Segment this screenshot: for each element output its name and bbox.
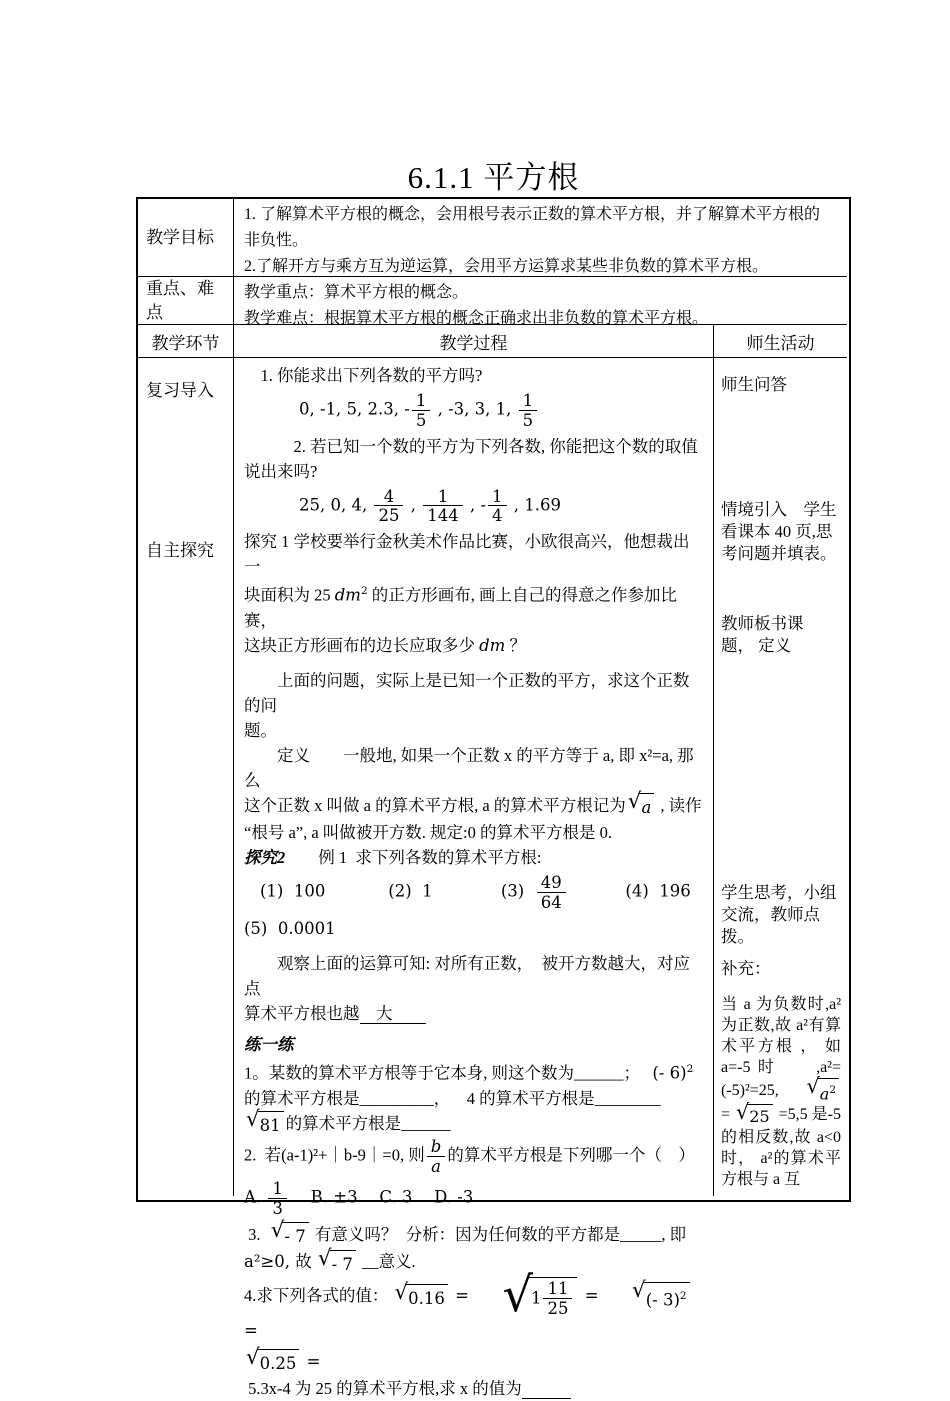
fraction: $\frac{11}{25}$ (543, 1280, 572, 1318)
key-points-line-1: 教学重点：算术平方根的概念。 (244, 284, 469, 301)
objectives-line-3: 2.了解开方与乘方互为逆运算，会用平方运算求某些非负数的算术平方根。 (244, 258, 769, 275)
text-segment: 0.25 (259, 1354, 297, 1374)
text-segment: 题。 (244, 720, 277, 740)
text-segment: 5.3x-4 为 25 的算术平方根,求 x 的值为 (244, 1379, 522, 1399)
text-segment: (- 3) (645, 1290, 680, 1310)
activity-intro: 情境引入 学生看课本 40 页,思考问题并填表。 (721, 500, 837, 563)
activity-supplement-title: 补充： (721, 959, 771, 978)
fraction: $\frac{1}{5}$ (412, 392, 431, 430)
text-segment: 3. (244, 1224, 269, 1244)
text-segment: = (579, 1286, 631, 1306)
square-root-radical (246, 1345, 299, 1376)
header-process: 教学过程 (439, 333, 508, 353)
key-points-cell (234, 277, 847, 325)
text-segment: 当 a 为负数时,a²为正数,故 a²有算术平方根 ， 如 a=-5 时 ,a²=(-5)²=25, (721, 996, 841, 1099)
text-segment: 块面积为 25 (244, 585, 335, 605)
square-root-radical (394, 1279, 448, 1311)
text-segment: , -3, 3, 1, (432, 399, 517, 419)
text-segment: dm (479, 635, 506, 655)
text-segment: (4) 196 (567, 882, 691, 902)
text-segment: = (721, 1106, 735, 1124)
text-segment: B. ±3 C. 3 D. -3 (288, 1187, 474, 1207)
text-segment: 81 (259, 1116, 281, 1136)
process-line (244, 718, 705, 743)
text-segment: 的算术平方根是______ (285, 1113, 451, 1133)
fraction: $\frac{1}{144}$ (423, 488, 463, 526)
text-segment: 故 (295, 1252, 316, 1272)
text-segment: A. (244, 1187, 267, 1207)
text-segment: 定义 一般地, 如果一个正数 x 的平方等于 a, 即 x²=a, 那么 (244, 745, 694, 790)
text-segment: , - (464, 495, 487, 515)
text-segment: (- 6) (652, 1063, 687, 1083)
header-activity-cell (714, 325, 847, 358)
objectives-line-2: 非负性。 (244, 232, 309, 249)
stage-review: 复习导入 (146, 381, 214, 400)
text-segment: a²≥0, (244, 1252, 296, 1272)
key-points-label-cell (138, 277, 234, 325)
process-line (299, 392, 705, 430)
radical-sign: √ (394, 1279, 409, 1305)
fraction: $\frac{b}{a}$ (427, 1138, 446, 1176)
text-segment: a (641, 798, 652, 818)
radical-sign: √ (806, 1074, 820, 1098)
blank-underline: 大 (359, 1004, 426, 1024)
text-segment: 0.16 (408, 1288, 445, 1308)
text-segment: = (449, 1286, 501, 1306)
process-line (244, 658, 705, 668)
text-segment: 探究2 (244, 848, 286, 868)
text-segment: 观察上面的运算可知: 对所有正数， 被开方数越大，对应点 (244, 954, 690, 999)
process-line (244, 916, 705, 941)
text-segment: 0, -1, 5, 2.3, - (299, 399, 410, 419)
text-segment: dm (334, 585, 361, 605)
fraction: $\frac{1}{5}$ (519, 392, 538, 430)
objectives-cell (234, 199, 847, 277)
process-line (244, 529, 705, 579)
square-root-radical (632, 1278, 690, 1313)
text-segment: 4.求下列各式的值： (244, 1286, 393, 1306)
text-segment: - 7 (331, 1255, 353, 1274)
text-segment: =5,5 是-5 的相反数,故 a<0 时， a²的算术平方根与 a 互 (721, 1106, 842, 1189)
activity-qa: 师生问答 (721, 375, 787, 394)
process-line (244, 1268, 705, 1343)
key-points-label: 重点、难点 (146, 278, 214, 322)
process-line (244, 459, 705, 484)
text-segment: ？ (505, 635, 526, 655)
square-root-radical (806, 1074, 840, 1104)
radical-sign: √ (736, 1100, 750, 1125)
radical-sign: √ (627, 789, 642, 815)
process-line (244, 1246, 705, 1277)
stage-explore: 自主探究 (146, 541, 214, 560)
fraction: $\frac{49}{64}$ (537, 874, 566, 912)
text-segment: 上面的问题，实际上是已知一个正数的平方，求这个正数的问 (244, 670, 690, 715)
square-root-radical (502, 1268, 577, 1323)
process-line (244, 668, 705, 718)
process-line (244, 434, 705, 459)
text-segment: “根号 a”, a 叫做被开方数. 规定:0 的算术平方根是 0. (244, 823, 613, 843)
stage-cell (138, 358, 234, 1196)
text-segment: 的算术平方根是_________， 4 的算术平方根是________ (244, 1088, 661, 1108)
text-segment: 25 (749, 1107, 770, 1127)
process-line (244, 633, 705, 658)
superscript: 2 (679, 1290, 687, 1303)
process-line (244, 1138, 705, 1176)
text-segment: - 7 (284, 1227, 306, 1247)
header-stage: 教学环节 (151, 333, 220, 353)
fraction: $\frac{1}{4}$ (488, 488, 507, 526)
key-points-line-2: 教学难点：根据算术平方根的概念正确求出非负数的算术平方根。 (244, 310, 709, 327)
objectives-label: 教学目标 (146, 227, 214, 247)
process-line (244, 941, 705, 951)
process-line (244, 579, 705, 633)
text-segment: , 读作 (656, 795, 702, 815)
header-activity: 师生活动 (746, 333, 815, 353)
header-process-cell (234, 325, 714, 358)
radical-sign: √ (270, 1218, 285, 1244)
text-segment: (5) 0.0001 (244, 919, 336, 939)
process-line (244, 789, 705, 821)
process-line (244, 1057, 705, 1086)
text-segment: , 1.69 (508, 495, 562, 515)
process-line (244, 1107, 705, 1139)
blank-underline (522, 1379, 572, 1399)
process-line (244, 1345, 705, 1377)
process-line (244, 1086, 705, 1111)
square-root-radical (736, 1100, 773, 1127)
objectives-line-1: 1. 了解算术平方根的概念，会用根号表示正数的算术平方根，并了解算术平方根的 (244, 206, 821, 223)
radical-sign: √ (246, 1107, 260, 1133)
process-line (244, 363, 705, 388)
text-segment: 例 1 求下列各数的算术平方根: (285, 848, 542, 868)
fraction: $\frac{1}{3}$ (268, 1180, 287, 1218)
superscript: 2 (360, 585, 368, 598)
process-line (244, 1032, 705, 1057)
text-segment: 1. 你能求出下列各数的平方吗? (244, 366, 483, 385)
process-line (244, 1376, 705, 1401)
text-segment: 1。某数的算术平方根等于它本身, 则这个数为______； (244, 1063, 653, 1083)
process-cell (234, 358, 714, 1399)
objectives-label-cell (138, 199, 234, 277)
text-segment: (1) 100 (2) 1 (3) (260, 882, 535, 902)
fraction: $\frac{4}{25}$ (374, 488, 403, 526)
radical-sign: √ (317, 1246, 332, 1271)
text-segment: 这个正数 x 叫做 a 的算术平方根, a 的算术平方根记为 (244, 795, 626, 815)
process-line (244, 1001, 705, 1026)
process-line (260, 874, 705, 912)
activity-board: 教师板书课题， 定义 (721, 614, 804, 655)
radical-sign: √ (246, 1345, 260, 1371)
text-segment: 算术平方根也越 (244, 1004, 360, 1024)
process-line (244, 820, 705, 845)
text-segment: a (819, 1084, 830, 1104)
text-segment: 有意义吗？ 分析：因为任何数的平方都是_____, 即 (310, 1224, 687, 1244)
page-title: 6.1.1 平方根 (407, 160, 580, 195)
text-segment: , (405, 495, 422, 515)
process-line (244, 1180, 705, 1218)
lesson-plan-table (136, 197, 851, 1399)
text-segment: 1 (530, 1288, 542, 1308)
text-segment: 练一练 (244, 1035, 294, 1055)
square-root-radical (317, 1246, 356, 1277)
superscript: 2 (829, 1084, 836, 1096)
text-segment: __意义. (357, 1252, 416, 1272)
text-segment: 的算术平方根是下列哪一个（ ） (447, 1145, 695, 1165)
text-segment: 2. 若已知一个数的平方为下列各数, 你能把这个数的取值 (244, 436, 698, 456)
header-stage-cell (138, 325, 234, 358)
text-segment: 说出来吗? (244, 461, 318, 481)
square-root-radical (627, 789, 655, 820)
square-root-radical (270, 1218, 309, 1249)
activity-think: 学生思考，小组交流，教师点拨。 (721, 883, 837, 946)
process-line (244, 743, 705, 793)
process-line (244, 951, 705, 1001)
superscript: 2 (686, 1063, 694, 1076)
text-segment: 这块正方形画布的边长应取多少 (244, 635, 480, 655)
process-line (244, 845, 705, 870)
radical-sign: √ (632, 1278, 646, 1304)
radical-sign: √ (502, 1268, 533, 1323)
text-segment: 25, 0, 4, (299, 495, 373, 515)
activity-cell (714, 358, 847, 1196)
process-line (244, 1218, 705, 1250)
text-segment: = (244, 1286, 697, 1340)
text-segment: 的正方形画布, 画上自己的得意之作参加比赛， (244, 585, 678, 630)
process-line (299, 488, 705, 526)
text-segment: = (301, 1351, 321, 1371)
square-root-radical (246, 1107, 284, 1138)
text-segment: 2. 若(a-1)²+｜b-9｜=0, 则 (244, 1145, 425, 1165)
activity-supplement (721, 994, 841, 1190)
text-segment: 探究 1 学校要举行金秋美术作品比赛，小欧很高兴，他想裁出一 (244, 532, 690, 577)
